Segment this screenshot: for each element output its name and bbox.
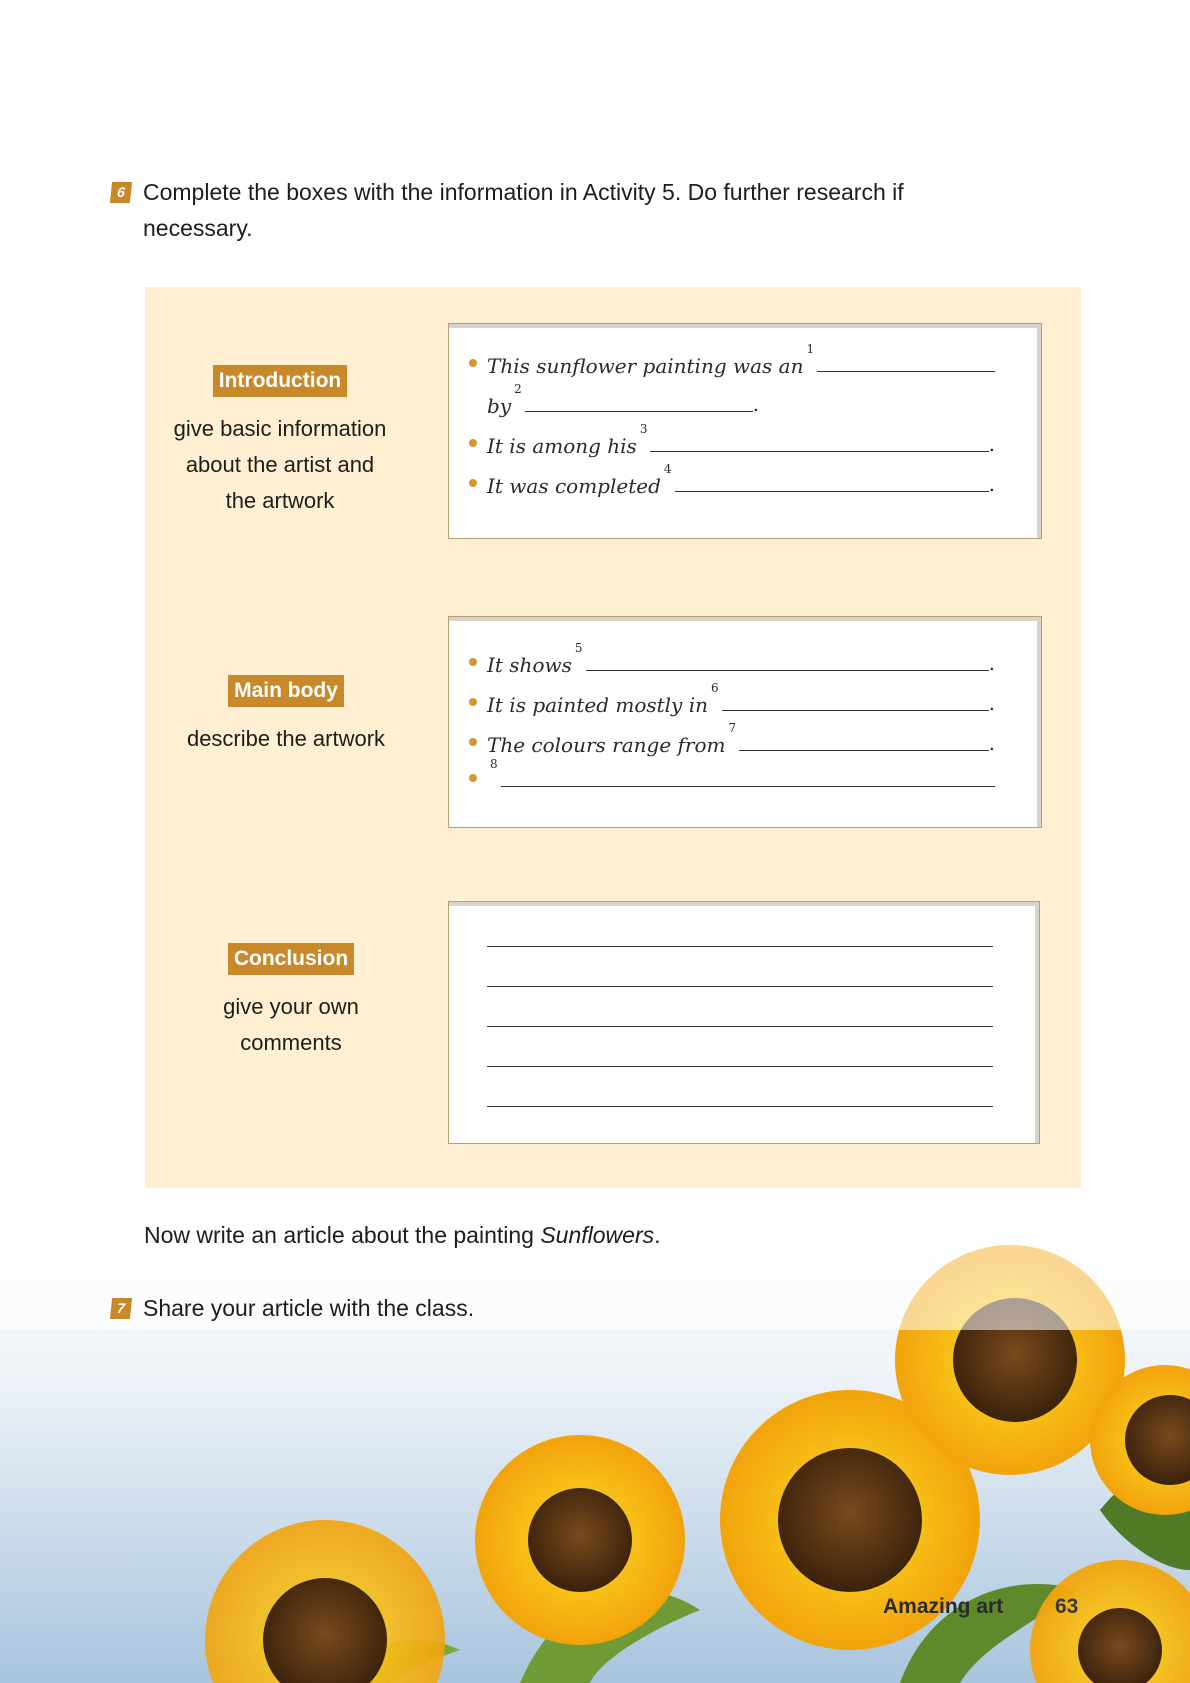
bullet-icon xyxy=(469,658,477,666)
main-body-tag: Main body xyxy=(228,675,344,707)
blank-line-5[interactable]: It shows 5 . xyxy=(469,637,995,677)
conclusion-description: give your own comments xyxy=(223,994,359,1055)
answer-blank-5[interactable] xyxy=(586,669,989,671)
main-body-label xyxy=(145,675,427,757)
introduction-label xyxy=(145,365,415,519)
bullet-icon xyxy=(469,698,477,706)
bullet-icon xyxy=(469,479,477,487)
introduction-description: give basic information about the artist and the artwork xyxy=(173,416,387,513)
blank-line-3[interactable]: It is among his 3 . xyxy=(469,418,995,458)
write-article-instruction: Now write an article about the painting Sunflowers. xyxy=(144,1222,661,1248)
blank-line-4[interactable]: It was completed 4 . xyxy=(469,458,995,498)
bullet-icon xyxy=(469,439,477,447)
bullet-icon xyxy=(469,738,477,746)
answer-blank-4[interactable] xyxy=(675,490,989,492)
blank-line-6[interactable]: It is painted mostly in 6 . xyxy=(469,677,995,717)
writing-line[interactable] xyxy=(487,946,993,947)
conclusion-label xyxy=(145,943,437,1061)
bullet-icon xyxy=(469,774,477,782)
blank-line-7[interactable]: The colours range from 7 . xyxy=(469,717,995,757)
activity-number-badge: 6 xyxy=(110,182,132,203)
writing-line[interactable] xyxy=(487,1066,993,1067)
main-body-description: describe the artwork xyxy=(186,726,386,751)
writing-line[interactable] xyxy=(487,1106,993,1107)
answer-blank-1[interactable] xyxy=(817,370,995,372)
conclusion-tag: Conclusion xyxy=(228,943,354,975)
unit-title: Amazing art xyxy=(883,1595,1004,1618)
writing-frame-panel xyxy=(145,287,1081,1188)
conclusion-box xyxy=(448,901,1040,1144)
sunflower-photo xyxy=(0,1210,1190,1683)
activity-7 xyxy=(111,1290,911,1326)
main-body-box xyxy=(448,616,1042,828)
painting-title: Sunflowers xyxy=(540,1222,655,1248)
blank-line-8[interactable]: 8 xyxy=(469,753,995,793)
activity-6-instruction: Complete the boxes with the information in Activity 5. Do further research if necessary. xyxy=(143,179,904,241)
blank-line-1[interactable]: This sunflower painting was an 1 xyxy=(469,338,995,378)
writing-line[interactable] xyxy=(487,1026,993,1027)
introduction-tag: Introduction xyxy=(213,365,347,397)
bullet-icon xyxy=(469,359,477,367)
answer-blank-8[interactable] xyxy=(501,785,995,787)
activity-6 xyxy=(111,174,911,246)
answer-blank-6[interactable] xyxy=(722,709,989,711)
introduction-box xyxy=(448,323,1042,539)
answer-blank-2[interactable] xyxy=(525,410,753,412)
blank-line-2[interactable]: by 2 . xyxy=(487,382,760,418)
activity-number-badge: 7 xyxy=(110,1298,132,1319)
answer-blank-3[interactable] xyxy=(650,450,988,452)
activity-7-instruction: Share your article with the class. xyxy=(143,1295,475,1321)
answer-blank-7[interactable] xyxy=(739,749,989,751)
writing-line[interactable] xyxy=(487,986,993,987)
page-number: 63 xyxy=(1055,1595,1079,1618)
